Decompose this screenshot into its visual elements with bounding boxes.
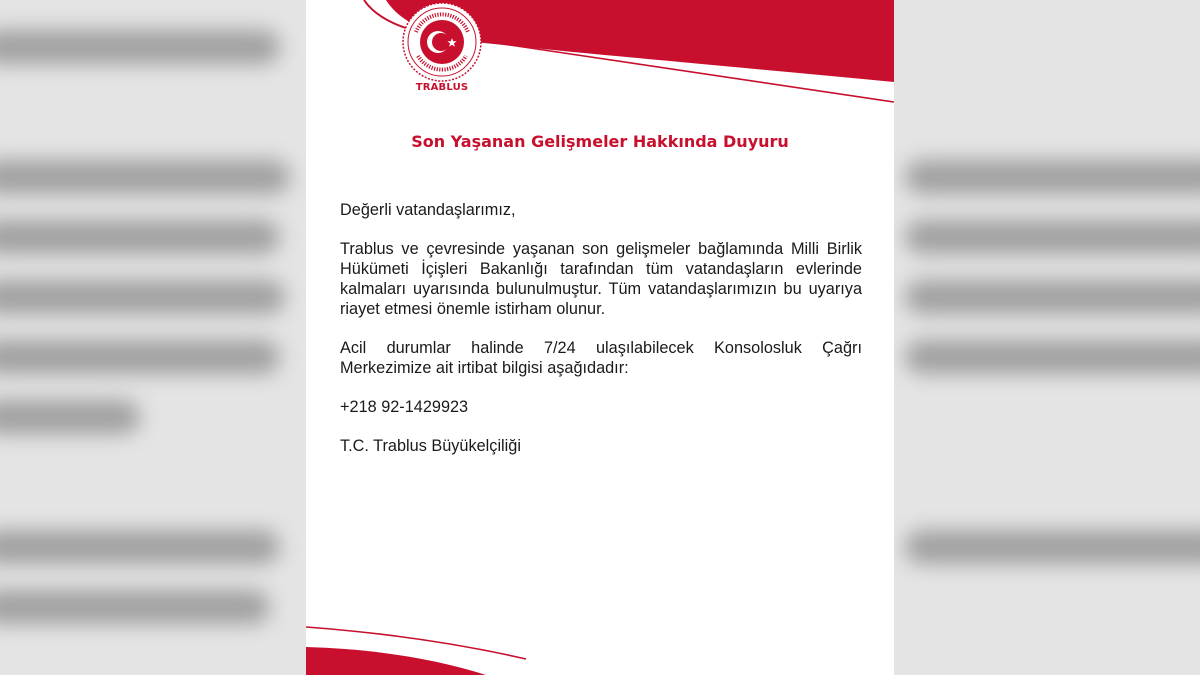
seal-caption: TRABLUS xyxy=(415,82,469,93)
blurred-text-line xyxy=(905,530,1200,564)
signature: T.C. Trablus Büyükelçiliği xyxy=(340,437,521,455)
embassy-seal-icon xyxy=(402,2,482,82)
blurred-text-line xyxy=(0,160,290,194)
blurred-text-line xyxy=(0,530,280,564)
blurred-text-line xyxy=(0,30,280,64)
blurred-text-line xyxy=(905,340,1200,374)
phone-number: +218 92-1429923 xyxy=(340,398,469,416)
blurred-text-line xyxy=(0,340,280,374)
paragraph-warning: Trablus ve çevresinde yaşanan son gelişmeler bağlamında Milli Birlik Hükümeti İçişleri Bakanlığı tarafından tüm vatandaşların evlerinde kalmaları uyarısında bulunulmuştur. Tüm vatandaşlarımızın bu uyarıya riayet etmesi önemle istirham olunur. xyxy=(340,240,862,318)
document-body xyxy=(340,200,862,475)
announcement-document xyxy=(306,0,894,675)
document-title: Son Yaşanan Gelişmeler Hakkında Duyuru xyxy=(411,132,789,151)
blurred-text-line xyxy=(0,280,285,314)
header-red-band xyxy=(306,0,894,110)
salutation: Değerli vatandaşlarımız, xyxy=(340,201,516,219)
blurred-text-line xyxy=(905,280,1200,314)
blurred-text-line xyxy=(0,590,270,624)
paragraph-contact: Acil durumlar halinde 7/24 ulaşılabilecek Konsolosluk Çağrı Merkezimize ait irtibat bilgisi aşağıdadır: xyxy=(340,339,862,377)
blurred-text-line xyxy=(0,400,140,434)
footer-red-band xyxy=(306,625,894,675)
blurred-text-line xyxy=(0,220,280,254)
blurred-text-line xyxy=(905,220,1200,254)
blurred-text-line xyxy=(905,160,1200,194)
